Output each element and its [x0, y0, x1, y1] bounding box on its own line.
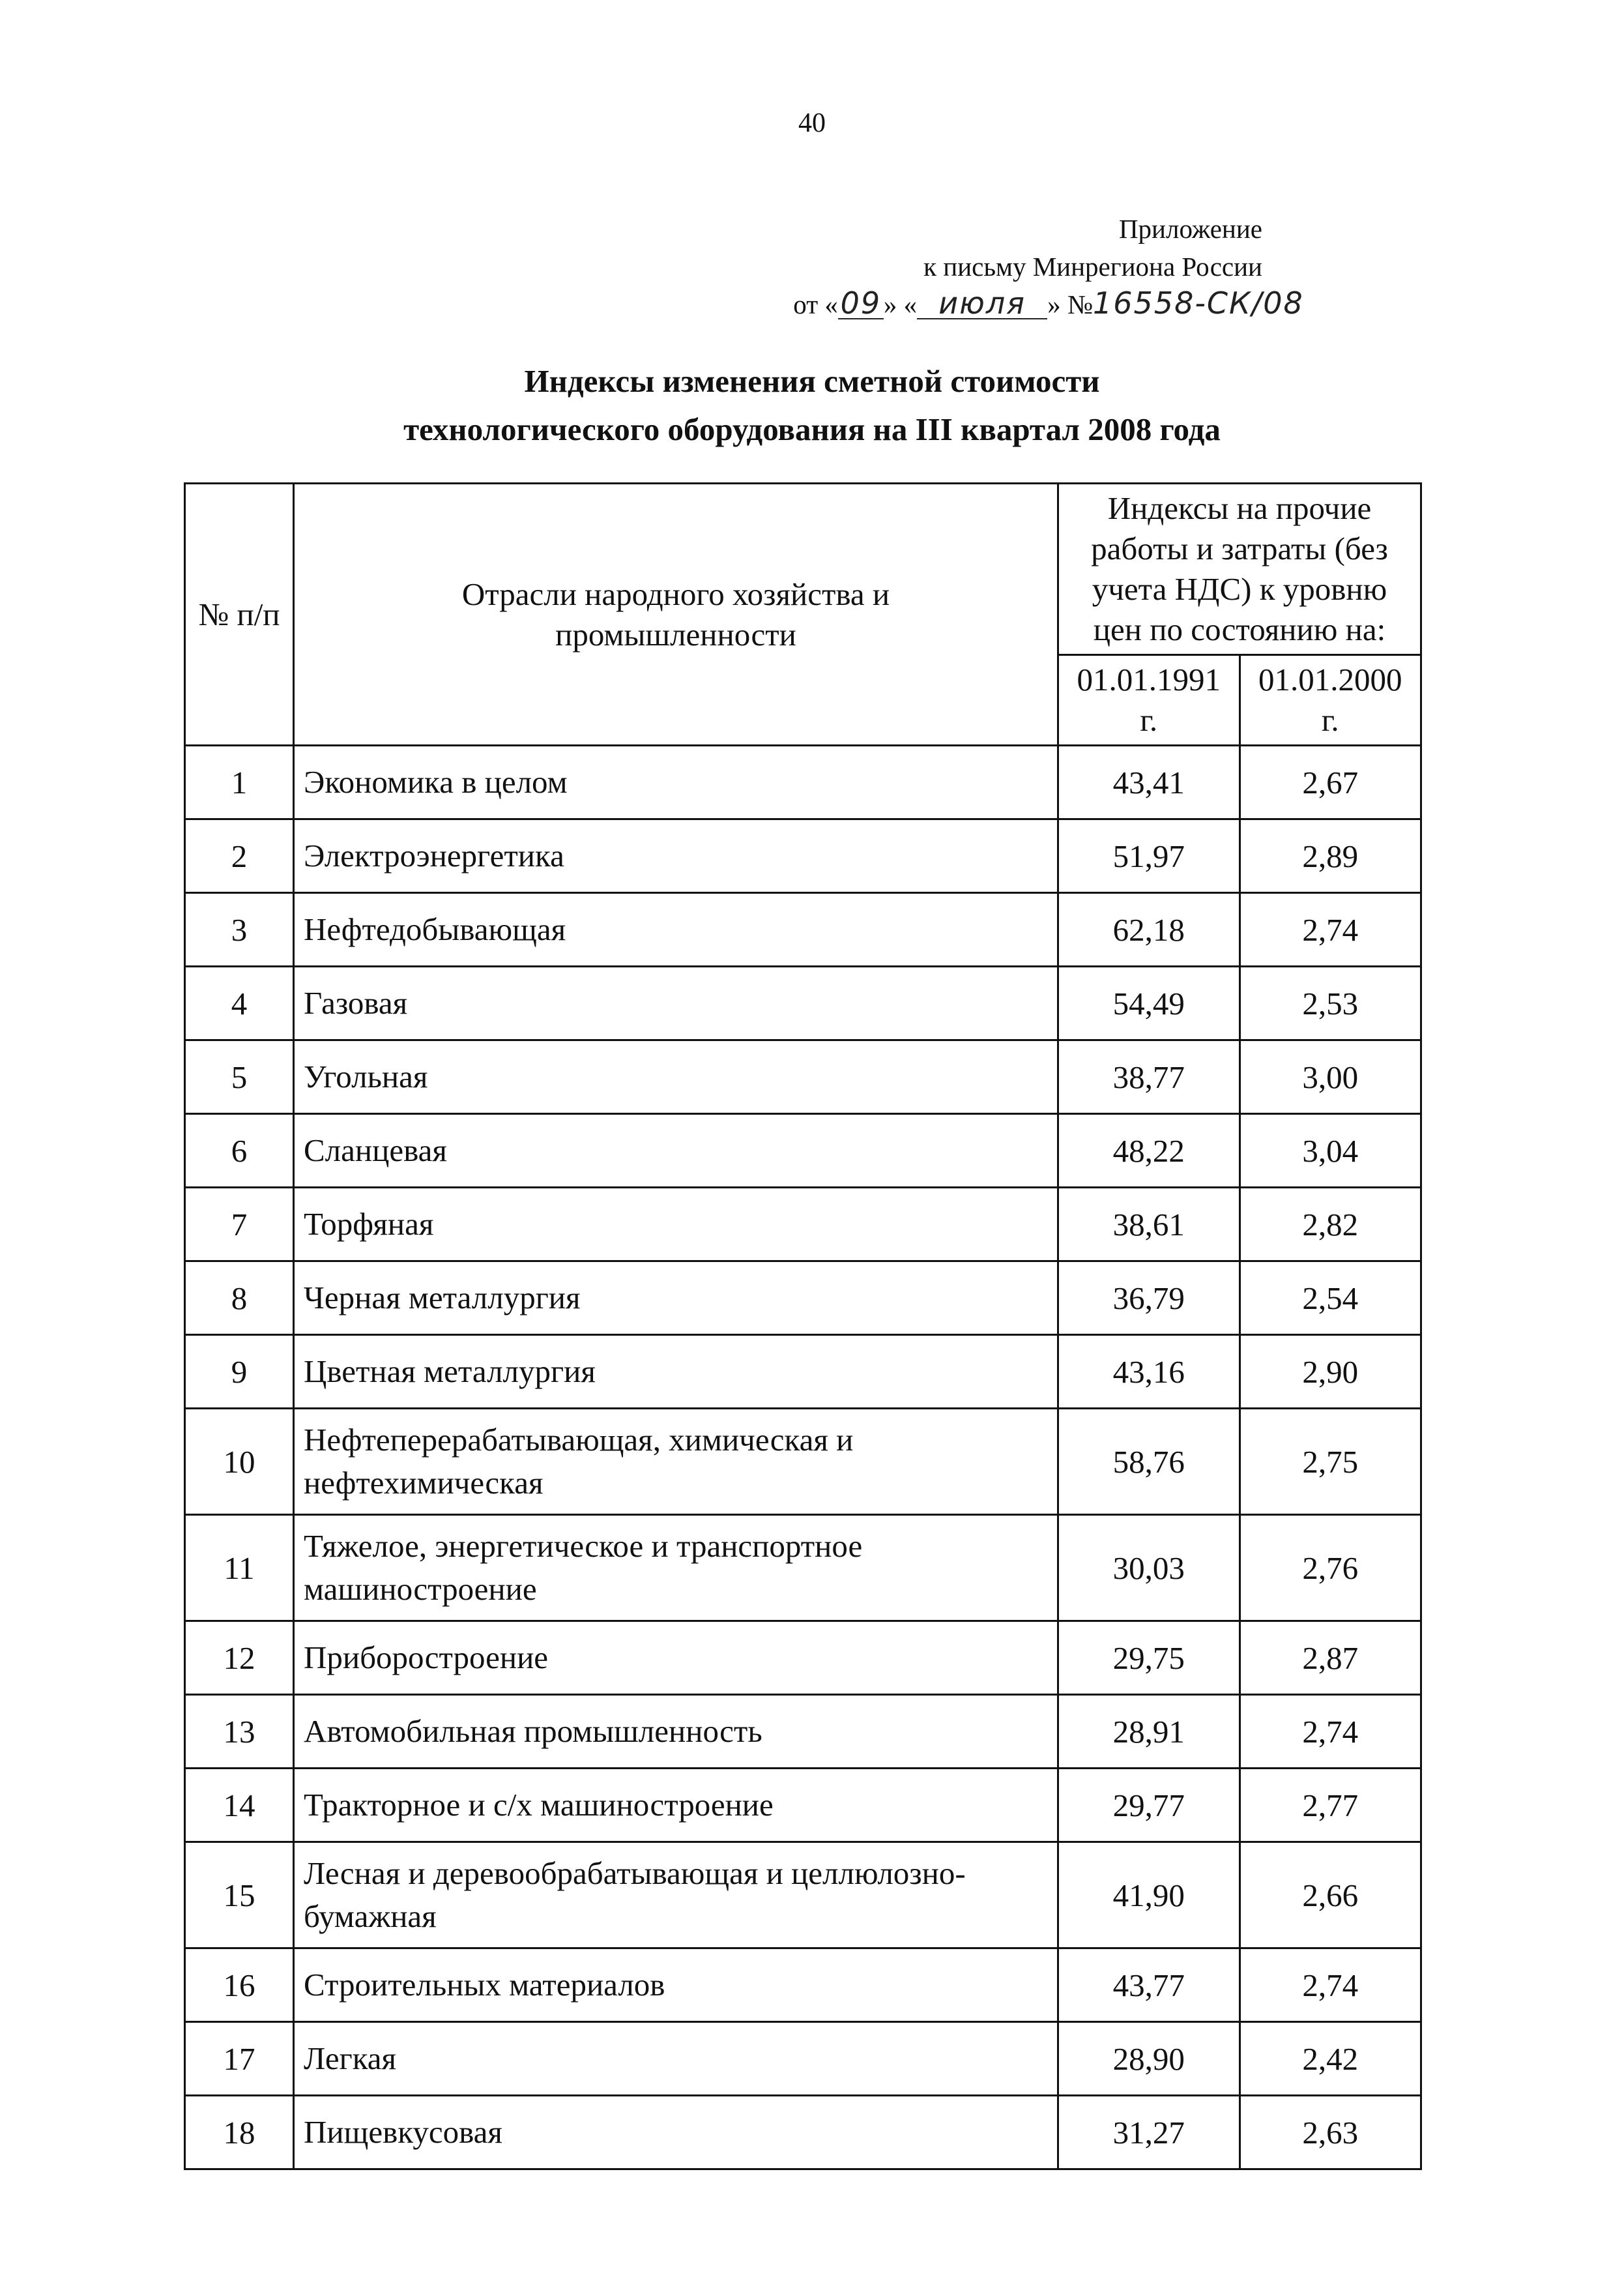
table-row	[185, 967, 1421, 1040]
table-row	[185, 1621, 1421, 1695]
row-branch: Легкая	[294, 2022, 1058, 2096]
row-index-1991: 29,77	[1058, 1769, 1240, 1842]
row-number: 16	[185, 1948, 294, 2022]
header-date-1991: 01.01.1991 г.	[1058, 655, 1240, 746]
row-branch: Черная металлургия	[294, 1261, 1058, 1335]
page-number: 40	[798, 108, 826, 138]
table-body	[185, 746, 1421, 2169]
table-row	[185, 1695, 1421, 1769]
row-index-1991: 30,03	[1058, 1515, 1240, 1621]
row-branch: Пищевкусовая	[294, 2096, 1058, 2169]
row-index-2000: 2,63	[1240, 2096, 1421, 2169]
row-index-1991: 48,22	[1058, 1114, 1240, 1188]
row-number: 15	[185, 1842, 294, 1948]
row-branch: Нефтеперерабатывающая, химическая и нефтехимическая	[294, 1409, 1058, 1515]
row-number: 2	[185, 819, 294, 893]
date-mid: » «	[883, 289, 918, 319]
row-index-1991: 43,16	[1058, 1335, 1240, 1409]
row-branch: Газовая	[294, 967, 1058, 1040]
appendix-block	[793, 210, 1304, 323]
row-index-1991: 51,97	[1058, 819, 1240, 893]
row-index-2000: 2,54	[1240, 1261, 1421, 1335]
row-number: 6	[185, 1114, 294, 1188]
row-number: 3	[185, 893, 294, 967]
table-row	[185, 1114, 1421, 1188]
row-number: 17	[185, 2022, 294, 2096]
row-index-2000: 2,77	[1240, 1769, 1421, 1842]
table-row	[185, 746, 1421, 819]
row-index-2000: 3,04	[1240, 1114, 1421, 1188]
appendix-label: Приложение	[1118, 214, 1262, 244]
row-index-1991: 29,75	[1058, 1621, 1240, 1695]
header-indices: Индексы на прочие работы и затраты (без учета НДС) к уровню цен по состоянию на:	[1058, 484, 1421, 655]
table-row	[185, 1842, 1421, 1948]
handwritten-day: 09	[838, 288, 884, 319]
row-branch: Электроэнергетика	[294, 819, 1058, 893]
row-number: 18	[185, 2096, 294, 2169]
row-number: 10	[185, 1409, 294, 1515]
row-branch: Экономика в целом	[294, 746, 1058, 819]
table-row	[185, 1261, 1421, 1335]
title-line-1: Индексы изменения сметной стоимости	[524, 363, 1100, 399]
row-branch: Автомобильная промышленность	[294, 1695, 1058, 1769]
table-row	[185, 819, 1421, 893]
row-index-1991: 43,41	[1058, 746, 1240, 819]
header-num: № п/п	[185, 484, 294, 746]
date-prefix: от «	[793, 289, 838, 319]
row-index-2000: 2,53	[1240, 967, 1421, 1040]
row-branch: Нефтедобывающая	[294, 893, 1058, 967]
row-index-2000: 2,82	[1240, 1188, 1421, 1261]
row-branch: Приборостроение	[294, 1621, 1058, 1695]
row-branch: Сланцевая	[294, 1114, 1058, 1188]
row-index-2000: 2,75	[1240, 1409, 1421, 1515]
row-number: 4	[185, 967, 294, 1040]
table-row	[185, 1515, 1421, 1621]
row-number: 14	[185, 1769, 294, 1842]
row-index-2000: 3,00	[1240, 1040, 1421, 1114]
row-index-1991: 43,77	[1058, 1948, 1240, 2022]
row-number: 7	[185, 1188, 294, 1261]
header-branch: Отрасли народного хозяйства и промышленности	[294, 484, 1058, 746]
handwritten-number: 16558-СК/08	[1093, 286, 1304, 321]
row-branch: Тяжелое, энергетическое и транспортное машиностроение	[294, 1515, 1058, 1621]
number-prefix: » №	[1047, 289, 1093, 319]
row-index-1991: 62,18	[1058, 893, 1240, 967]
table-row	[185, 1769, 1421, 1842]
row-branch: Торфяная	[294, 1188, 1058, 1261]
row-number: 1	[185, 746, 294, 819]
table-row	[185, 1188, 1421, 1261]
row-index-1991: 54,49	[1058, 967, 1240, 1040]
row-index-2000: 2,67	[1240, 746, 1421, 819]
row-index-2000: 2,90	[1240, 1335, 1421, 1409]
table-row	[185, 2096, 1421, 2169]
table-row	[185, 1335, 1421, 1409]
appendix-letter-ref: к письму Минрегиона России	[923, 252, 1262, 282]
header-date-2000: 01.01.2000 г.	[1240, 655, 1421, 746]
table-row	[185, 893, 1421, 967]
row-number: 12	[185, 1621, 294, 1695]
table-row	[185, 2022, 1421, 2096]
row-index-1991: 58,76	[1058, 1409, 1240, 1515]
row-index-2000: 2,74	[1240, 1948, 1421, 2022]
appendix-date-number	[793, 286, 1304, 323]
row-branch: Угольная	[294, 1040, 1058, 1114]
document-title	[0, 357, 1624, 454]
row-index-1991: 31,27	[1058, 2096, 1240, 2169]
table-header	[185, 484, 1421, 746]
row-index-1991: 36,79	[1058, 1261, 1240, 1335]
table-row	[185, 1040, 1421, 1114]
row-number: 13	[185, 1695, 294, 1769]
row-index-2000: 2,89	[1240, 819, 1421, 893]
row-index-2000: 2,74	[1240, 1695, 1421, 1769]
row-index-1991: 38,61	[1058, 1188, 1240, 1261]
table-row	[185, 1948, 1421, 2022]
row-index-2000: 2,74	[1240, 893, 1421, 967]
row-index-2000: 2,66	[1240, 1842, 1421, 1948]
row-branch: Лесная и деревообрабатывающая и целлюлозно-бумажная	[294, 1842, 1058, 1948]
row-index-1991: 41,90	[1058, 1842, 1240, 1948]
table-row	[185, 1409, 1421, 1515]
row-branch: Тракторное и с/х машиностроение	[294, 1769, 1058, 1842]
title-line-2: технологического оборудования на III квартал 2008 года	[403, 411, 1221, 447]
row-index-2000: 2,42	[1240, 2022, 1421, 2096]
row-index-1991: 38,77	[1058, 1040, 1240, 1114]
row-number: 5	[185, 1040, 294, 1114]
row-number: 9	[185, 1335, 294, 1409]
row-index-1991: 28,91	[1058, 1695, 1240, 1769]
row-number: 11	[185, 1515, 294, 1621]
row-branch: Строительных материалов	[294, 1948, 1058, 2022]
index-table	[184, 482, 1422, 2170]
row-branch: Цветная металлургия	[294, 1335, 1058, 1409]
row-index-1991: 28,90	[1058, 2022, 1240, 2096]
row-index-2000: 2,76	[1240, 1515, 1421, 1621]
row-index-2000: 2,87	[1240, 1621, 1421, 1695]
row-number: 8	[185, 1261, 294, 1335]
handwritten-month: июля	[917, 288, 1047, 319]
